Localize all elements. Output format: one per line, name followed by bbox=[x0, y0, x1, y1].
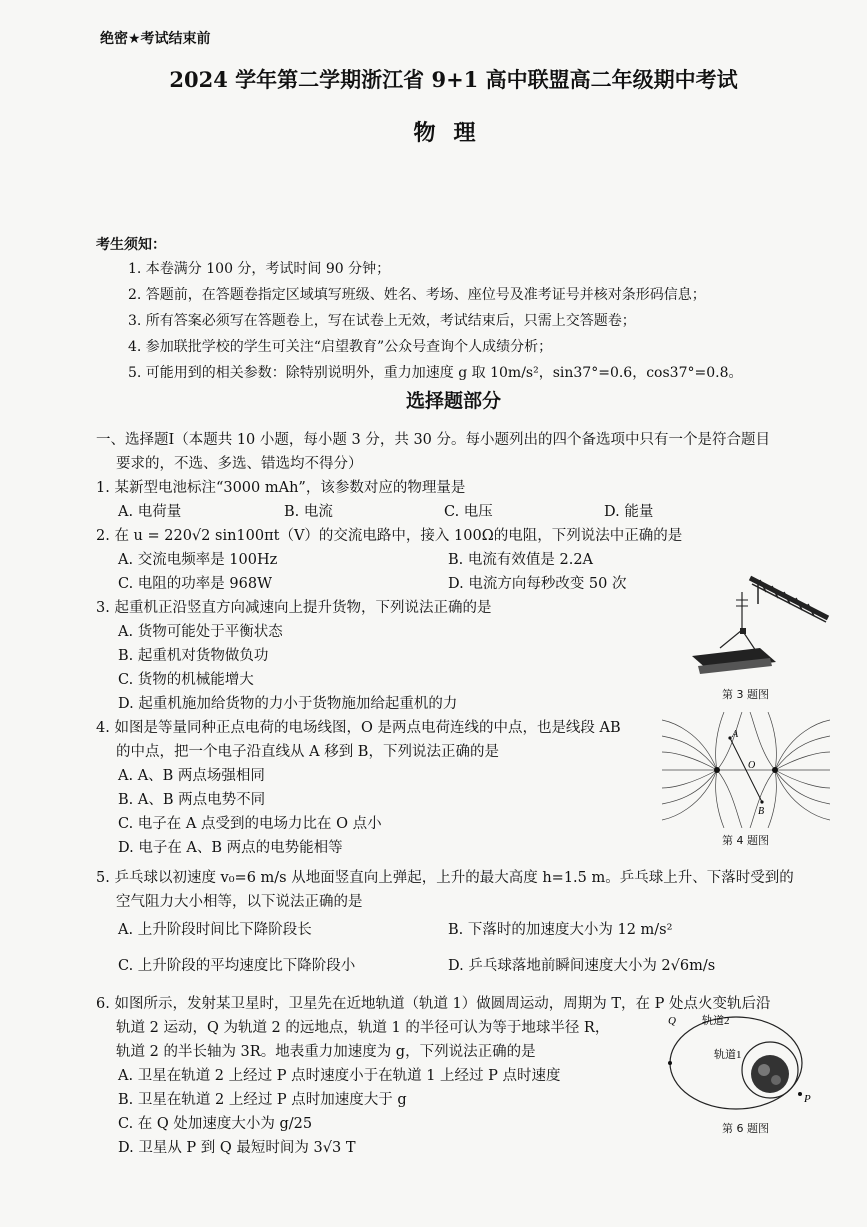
q3-option-d: D. 起重机施加给货物的力小于货物施加给起重机的力 bbox=[118, 696, 458, 712]
q5-option-a: A. 上升阶段时间比下降阶段长 bbox=[118, 922, 312, 938]
point-o-label: O bbox=[748, 760, 756, 771]
q2-options-row1 bbox=[96, 548, 836, 572]
q1-stem: 1. 某新型电池标注“3000 mAh”，该参数对应的物理量是 bbox=[96, 480, 466, 496]
notice-item: 3. 所有答案必须写在答题卷上，写在试卷上无效，考试结束后，只需上交答题卷； bbox=[128, 313, 636, 329]
q5-options-row2 bbox=[96, 954, 836, 978]
q4-option-b: B. A、B 两点电势不同 bbox=[118, 792, 266, 808]
q5-option-d: D. 乒乓球落地前瞬间速度大小为 2√6m/s bbox=[448, 958, 716, 974]
q6-stem-cont: 轨道 2 运动，Q 为轨道 2 的远地点，轨道 1 的半径可认为等于地球半径 R， bbox=[116, 1020, 610, 1036]
q4-option-c: C. 电子在 A 点受到的电场力比在 O 点小 bbox=[118, 816, 382, 832]
q3-option-b: B. 起重机对货物做负功 bbox=[118, 648, 269, 664]
notice-heading: 考生须知： bbox=[96, 237, 166, 253]
notice-item: 4. 参加联批学校的学生可关注“启望教育”公众号查询个人成绩分析； bbox=[128, 339, 553, 355]
q3-figure-caption: 第 3 题图 bbox=[722, 688, 769, 701]
q6-option-c: C. 在 Q 处加速度大小为 g/25 bbox=[118, 1116, 313, 1132]
q2-option-b: B. 电流有效值是 2.2A bbox=[448, 552, 594, 568]
orbit-1-label: 轨道1 bbox=[714, 1049, 742, 1061]
orbit-figure bbox=[666, 1008, 816, 1118]
q5-options-row1 bbox=[96, 918, 836, 942]
notice-item: 1. 本卷满分 100 分，考试时间 90 分钟； bbox=[128, 261, 391, 277]
notice-item: 5. 可能用到的相关参数：除特别说明外，重力加速度 g 取 10m/s²，sin37°=0.6，cos37°=0.8。 bbox=[128, 365, 743, 381]
q4-stem-cont: 的中点，把一个电子沿直线从 A 移到 B，下列说法正确的是 bbox=[116, 744, 499, 760]
point-q-label: Q bbox=[668, 1015, 676, 1027]
q1-option-c: C. 电压 bbox=[444, 504, 493, 520]
confidential-label: 绝密★考试结束前 bbox=[100, 31, 211, 47]
point-p-label: P bbox=[804, 1093, 811, 1105]
q3-option-a: A. 货物可能处于平衡状态 bbox=[118, 624, 283, 640]
q5-stem-cont: 空气阻力大小相等，以下说法正确的是 bbox=[116, 894, 363, 910]
crane-figure bbox=[680, 570, 830, 685]
q5-option-b: B. 下落时的加速度大小为 12 m/s² bbox=[448, 922, 673, 938]
q4-option-d: D. 电子在 A、B 两点的电势能相等 bbox=[118, 840, 343, 856]
part-instruction-cont: 要求的，不选、多选、错选均不得分） bbox=[116, 456, 363, 472]
q6-stem: 6. 如图所示，发射某卫星时，卫星先在近地轨道（轨道 1）做圆周运动，周期为 T，在 P 处点火变轨后沿 bbox=[96, 996, 771, 1012]
q6-stem-cont2: 轨道 2 的半长轴为 3R。地表重力加速度为 g，下列说法正确的是 bbox=[116, 1044, 536, 1060]
q4-stem: 4. 如图是等量同种正点电荷的电场线图，O 是两点电荷连线的中点，也是线段 AB bbox=[96, 720, 621, 736]
q1-option-d: D. 能量 bbox=[604, 504, 654, 520]
part-instruction: 一、选择题Ⅰ（本题共 10 小题，每小题 3 分，共 30 分。每小题列出的四个备选项中只有一个是符合题目 bbox=[96, 432, 771, 448]
exam-title: 2024 学年第二学期浙江省 9+1 高中联盟高二年级期中考试 bbox=[169, 67, 738, 92]
orbit-2-label: 轨道2 bbox=[702, 1015, 730, 1027]
q3-option-c: C. 货物的机械能增大 bbox=[118, 672, 254, 688]
q4-option-a: A. A、B 两点场强相同 bbox=[118, 768, 265, 784]
q5-option-c: C. 上升阶段的平均速度比下降阶段小 bbox=[118, 958, 356, 974]
q2-option-a: A. 交流电频率是 100Hz bbox=[118, 552, 278, 568]
q1-option-a: A. 电荷量 bbox=[118, 504, 182, 520]
q1-option-b: B. 电流 bbox=[284, 504, 333, 520]
section-title: 选择题部分 bbox=[405, 390, 501, 412]
point-b-label: B bbox=[758, 806, 765, 817]
q6-option-d: D. 卫星从 P 到 Q 最短时间为 3√3 T bbox=[118, 1140, 356, 1156]
q6-option-b: B. 卫星在轨道 2 上经过 P 点时加速度大于 g bbox=[118, 1092, 407, 1108]
q5-stem: 5. 乒乓球以初速度 v₀=6 m/s 从地面竖直向上弹起，上升的最大高度 h=1.5 m。乒乓球上升、下落时受到的 bbox=[96, 870, 794, 886]
electric-field-figure bbox=[662, 712, 830, 828]
notice-list bbox=[128, 256, 828, 386]
q2-stem: 2. 在 u = 220√2 sin100πt（V）的交流电路中，接入 100Ω的电阻，下列说法中正确的是 bbox=[96, 528, 683, 544]
q6-option-a: A. 卫星在轨道 2 上经过 P 点时速度小于在轨道 1 上经过 P 点时速度 bbox=[118, 1068, 561, 1084]
q1-options bbox=[96, 500, 836, 524]
point-a-label: A bbox=[732, 729, 739, 740]
q2-option-d: D. 电流方向每秒改变 50 次 bbox=[448, 576, 627, 592]
notice-item: 2. 答题前，在答题卷指定区域填写班级、姓名、考场、座位号及准考证号并核对条形码信息； bbox=[128, 287, 706, 303]
subject-title: 物理 bbox=[413, 120, 494, 146]
q6-figure-caption: 第 6 题图 bbox=[722, 1122, 769, 1135]
q4-figure-caption: 第 4 题图 bbox=[722, 834, 769, 847]
q3-stem: 3. 起重机正沿竖直方向减速向上提升货物，下列说法正确的是 bbox=[96, 600, 492, 616]
q2-option-c: C. 电阻的功率是 968W bbox=[118, 576, 272, 592]
